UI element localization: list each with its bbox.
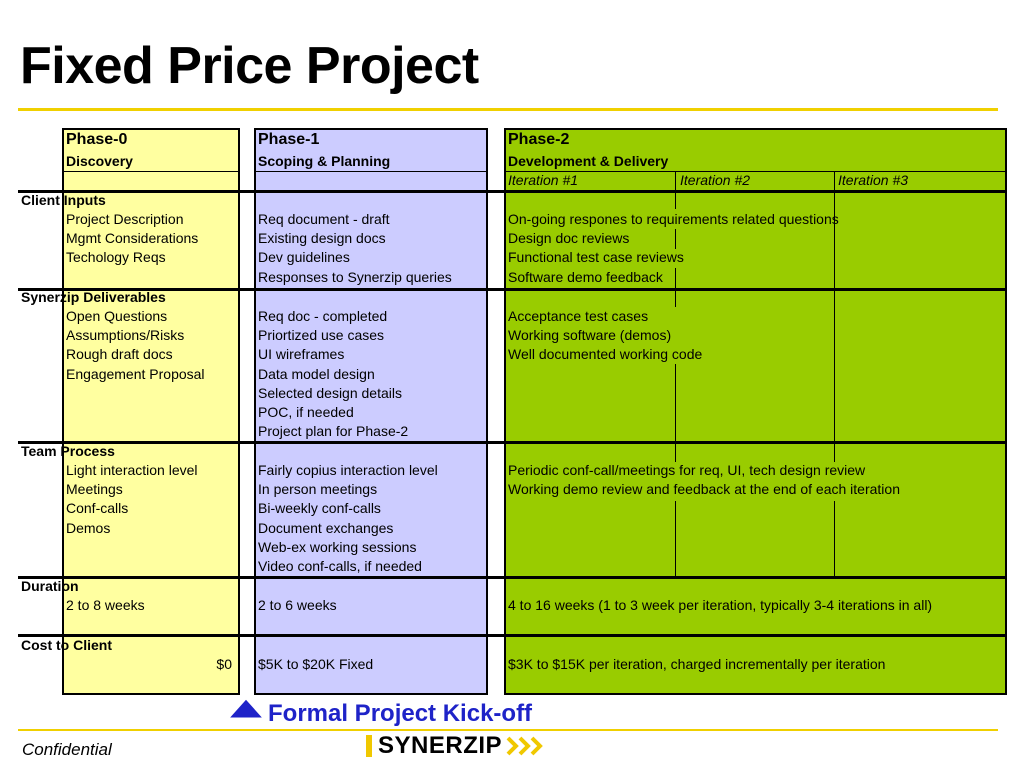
phase0-item: Rough draft docs <box>66 346 173 362</box>
iteration-divider <box>675 268 676 289</box>
section-label-client-inputs: Client Inputs <box>21 192 106 208</box>
phase1-item: Priortized use cases <box>258 327 385 343</box>
phase1-name: Phase-1 <box>258 131 320 148</box>
section-divider <box>18 634 1007 637</box>
iteration-divider <box>675 171 676 191</box>
phase0-item: Conf-calls <box>66 500 129 516</box>
iteration-divider <box>675 291 676 307</box>
phase1-item: Project plan for Phase-2 <box>258 423 409 439</box>
iteration-divider <box>834 501 835 577</box>
chevrons-icon <box>506 735 552 757</box>
triangle-marker-icon <box>228 698 264 720</box>
iteration-2-label: Iteration #2 <box>680 172 751 188</box>
phase2-name: Phase-2 <box>508 131 570 148</box>
phase1-item: Responses to Synerzip queries <box>258 269 452 285</box>
phase2-item: Design doc reviews <box>508 230 630 246</box>
kickoff-label: Formal Project Kick-off <box>268 700 533 727</box>
phase0-item: Meetings <box>66 481 123 497</box>
iteration-divider <box>675 364 676 442</box>
phase1-item: UI wireframes <box>258 346 345 362</box>
logo-bar <box>366 735 372 757</box>
phase2-item: Working demo review and feedback at the end of each iteration <box>508 481 900 497</box>
phase1-subtitle: Scoping & Planning <box>258 153 391 169</box>
phase1-item: Data model design <box>258 366 375 382</box>
phase2-item: Well documented working code <box>508 346 703 362</box>
phase0-item: Mgmt Considerations <box>66 230 199 246</box>
iteration-3-label: Iteration #3 <box>838 172 909 188</box>
phase0-name: Phase-0 <box>66 131 128 148</box>
phase2-item: Periodic conf-call/meetings for req, UI, tech design review <box>508 462 866 478</box>
phase1-item: 2 to 6 weeks <box>258 597 337 613</box>
phase0-item: Project Description <box>66 211 184 227</box>
phase0-item: Engagement Proposal <box>66 366 205 382</box>
phase0-item: Assumptions/Risks <box>66 327 185 343</box>
phase1-item: POC, if needed <box>258 404 354 420</box>
phase2-item: Functional test case reviews <box>508 249 684 265</box>
phase1-item: Req doc - completed <box>258 308 388 324</box>
iteration-divider <box>675 193 676 209</box>
phase0-item: $0 <box>216 656 232 672</box>
phase2-subtitle: Development & Delivery <box>508 153 669 169</box>
phase1-item: In person meetings <box>258 481 378 497</box>
phase1-item: Req document - draft <box>258 211 390 227</box>
footer-line <box>18 729 998 731</box>
phase1-item: Document exchanges <box>258 520 394 536</box>
confidential-label: Confidential <box>22 740 112 759</box>
section-label-cost: Cost to Client <box>21 637 112 653</box>
phase0-item: Demos <box>66 520 111 536</box>
phase0-item: Open Questions <box>66 308 168 324</box>
phase1-item: Fairly copius interaction level <box>258 462 438 478</box>
phase2-item: Software demo feedback <box>508 269 663 285</box>
phase2-item: 4 to 16 weeks (1 to 3 week per iteration, typically 3-4 iterations in all) <box>508 597 933 613</box>
phase2-item: On-going respones to requirements related questions <box>508 211 839 227</box>
iteration-1-label: Iteration #1 <box>508 172 579 188</box>
slide-title: Fixed Price Project <box>20 37 479 95</box>
phase0-item: Light interaction level <box>66 462 198 478</box>
phase1-item: Web-ex working sessions <box>258 539 417 555</box>
synerzip-logo <box>366 733 552 759</box>
phase2-item: Acceptance test cases <box>508 308 649 324</box>
phase0-item: Techology Reqs <box>66 249 166 265</box>
phase1-item: Bi-weekly conf-calls <box>258 500 381 516</box>
section-divider <box>18 288 1007 291</box>
section-divider <box>18 576 1007 579</box>
phase2-item: Working software (demos) <box>508 327 672 343</box>
logo-text: SYNERZIP <box>378 732 503 759</box>
iteration-divider <box>675 229 676 249</box>
iteration-divider <box>834 171 835 191</box>
iteration-divider <box>834 444 835 462</box>
section-label-duration: Duration <box>21 578 79 594</box>
phase1-item: Video conf-calls, if needed <box>258 558 422 574</box>
phase1-item: Dev guidelines <box>258 249 350 265</box>
section-divider <box>18 441 1007 444</box>
iteration-divider <box>834 193 835 289</box>
phase1-item: $5K to $20K Fixed <box>258 656 374 672</box>
section-label-deliverables: Synerzip Deliverables <box>21 289 166 305</box>
section-divider <box>18 190 1007 193</box>
phase2-item: $3K to $15K per iteration, charged incrementally per iteration <box>508 656 886 672</box>
phase0-subtitle: Discovery <box>66 153 133 169</box>
section-label-team-process: Team Process <box>21 443 115 459</box>
iteration-divider <box>675 501 676 577</box>
phase1-item: Selected design details <box>258 385 402 401</box>
phase0-item: 2 to 8 weeks <box>66 597 145 613</box>
iteration-divider <box>834 291 835 442</box>
phase1-item: Existing design docs <box>258 230 386 246</box>
iteration-divider <box>675 444 676 462</box>
title-underline <box>18 108 998 111</box>
